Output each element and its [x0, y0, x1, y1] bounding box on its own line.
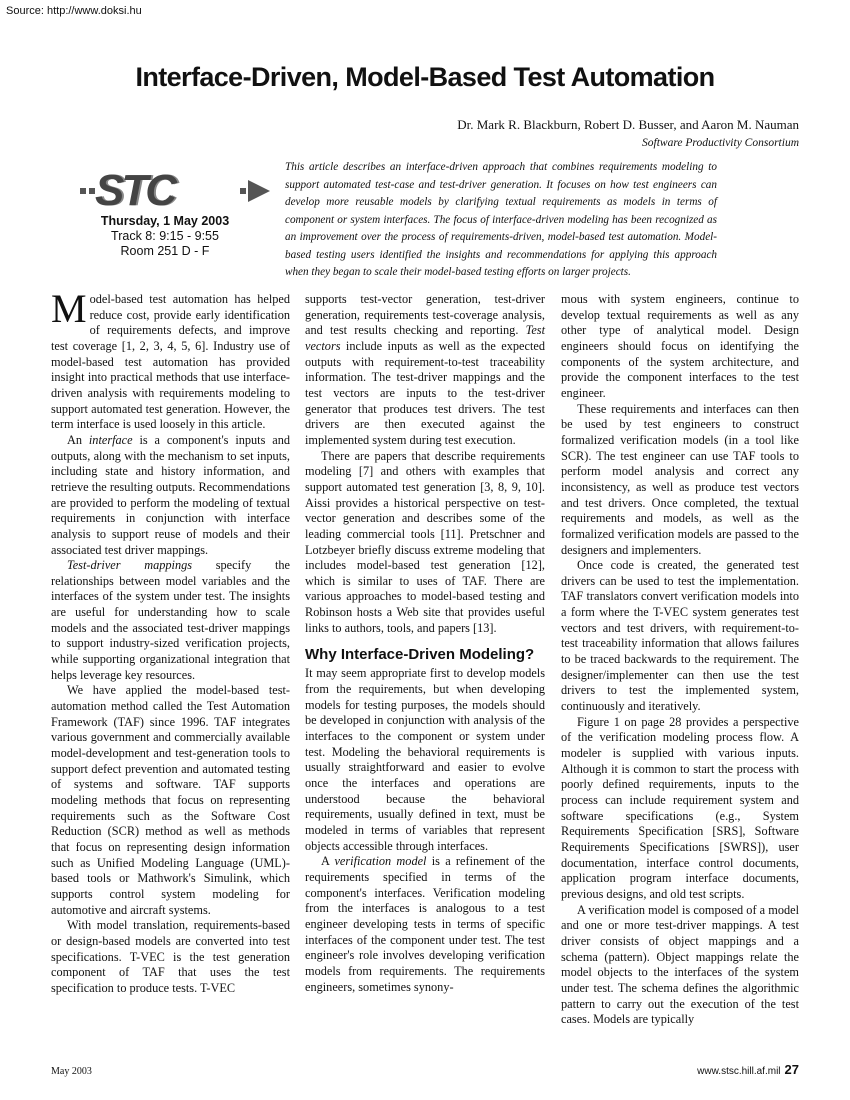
event-date: Thursday, 1 May 2003: [100, 214, 230, 228]
paragraph: Figure 1 on page 28 provides a perspective of the verification modeling process flow. A modeler is supplied with various inputs. Although it is common to start the process with poorly defined requirements, inputs to the process can include requirement system and software specifications (e.g., System Requirements Specification [SRS], Software Requirements Specifications [SWRS]), user documentation, interface control documents, application program interface documents, previous designs, and old test scripts.: [561, 714, 799, 901]
page-number: 27: [784, 1062, 799, 1077]
authors: Dr. Mark R. Blackburn, Robert D. Busser, and Aaron M. Nauman: [457, 117, 799, 132]
paragraph: Test-driver mappings specify the relationships between model variables and the interfaces of the system under test. The insights are useful for understanding how to scale models and the associated test-driver mappings to support industry-sized verification projects, while supporting organizational integration that helps leverage key resources.: [51, 558, 290, 682]
drop-cap: M: [51, 286, 87, 331]
paragraph: These requirements and interfaces can then be used by test engineers to construct formalized verification models (in a tool like SCR). The test engineer can use TAF tools to perform model analysis and correct any inconsistency, as well as produce test vectors and test drivers. Once completed, the textual requirements and models, as well as the formalized verification models are passed to the designers and implementers.: [561, 401, 799, 557]
footer-right: [697, 1062, 799, 1077]
paragraph: We have applied the model-based test-automation method called the Test Automation Framework (TAF) since 1996. TAF integrates various government and commercially available model-development and test-generation tools to support defect prevention and automated testing of systems and software. TAF supports modeling methods that focus on representing requirements such as the Software Cost Reduction (SCR) method as well as methods that focus on representing design information such as Unified Modeling Language (UML)-based tools or Mathwork's Simulink, which supports control system modeling for automotive and aircraft systems.: [51, 683, 290, 917]
organization: Software Productivity Consortium: [642, 137, 799, 149]
footer-url: www.stsc.hill.af.mil: [697, 1066, 781, 1077]
event-room: Room 251 D - F: [120, 244, 210, 258]
paragraph: mous with system engineers, continue to develop textual requirements as well as any other type of analytical model. Design engineers should focus on identifying the components of the system architecture, and provide the component interfaces to the test engineer.: [561, 292, 799, 400]
abstract: This article describes an interface-driven approach that combines requirements modeling to support automated test-case and test-driver generation. It focuses on how test engineers can develop more reusable models by clarifying textual requirements as models in terms of component or system interfaces. The focus of interface-driven modeling has been recognized as an improvement over the process of requirements-driven, model-based test automation. Model-based testing users identified the insights and recommendations for applying this approach when they began to scale their model-based testing efforts on larger projects.: [285, 161, 717, 278]
source-url: Source: http://www.doksi.hu: [6, 5, 142, 17]
paragraph: supports test-vector generation, test-driver generation, requirements test-coverage analysis, and test results checking and reporting. Test vectors include inputs as well as the expected outputs with requirement-to-test traceability information. The test-driver mappings and the test vectors are inputs to the test-driver generator that produces test drivers. The test drivers are then executed against the implemented system during test execution.: [305, 292, 545, 447]
paragraph: It may seem appropriate first to develop models from the requirements, but when developing models for testing purposes, the models should be developed in conjunction with analysis of the interfaces to the component or system under test. Modeling the behavioral requirements is usually straightforward and easier to evolve once the interfaces and operations are understood because the behavioral requirements, usually defined in text, must be modeled in terms of variables that represent objects accessible through interfaces.: [305, 666, 545, 853]
column-1: [51, 286, 290, 997]
event-track: Track 8: 9:15 - 9:55: [111, 229, 219, 243]
paragraph: A verification model is a refinement of the requirements specified in terms of the component's interfaces. Verification modeling from the interfaces is analogous to a test engineer developing tests in terms of specific interfaces of the component under test. The test engineer's role involves developing verification models from requirements. The requirements engineers, sometimes synony-: [305, 854, 545, 994]
column-2: [305, 292, 545, 995]
footer-date: May 2003: [51, 1066, 92, 1077]
paragraph: A verification model is composed of a model and one or more test-driver mappings. A test driver consists of object mappings and a schema (pattern). Object mappings relate the model objects to the interfaces of the system under test. The schema defines the algorithmic pattern to carry out the execution of the test cases. Models are typically: [561, 902, 799, 1027]
paragraph: An interface is a component's inputs and outputs, along with the mechanism to set inputs, including state and history information, and retrieve the resulting outputs. Recommendations are provided to perform the modeling of textual requirements in conjunction with interface analysis to support reuse of models and their associated test driver mappings.: [51, 432, 290, 557]
paragraph: With model translation, requirements-based or design-based models are converted into test specifications. T-VEC is the test generation component of TAF that uses the test specification to produce tests. T-VEC: [51, 918, 290, 995]
paragraph: Model-based test automation has helped reduce cost, provide early identification of requirements defects, and improve test coverage [1, 2, 3, 4, 5, 6]. Industry use of model-based test automation has provided insight into practical methods that use interface-driven analysis with requirements modeling to support automated test generation. However, the term interface is used loosely in this article.: [51, 286, 290, 432]
event-info: [60, 214, 270, 259]
paragraph: Once code is created, the generated test drivers can be used to test the implementation. TAF translators convert verification models into a form where the T-VEC system generates test vectors and test drivers, with requirement-to-test traceability information that allows failures to be traced backwards to the requirement. The designer/implementer can then use the test drivers to test the implemented system, continuously and iteratively.: [561, 558, 799, 714]
article-title: Interface-Driven, Model-Based Test Automation: [135, 62, 715, 92]
section-heading: Why Interface-Driven Modeling?: [305, 646, 535, 664]
stc-logo-text: STC: [95, 166, 174, 215]
column-3: [561, 292, 799, 1028]
paragraph: There are papers that describe requirements modeling [7] and others with examples that support automated test generation [3, 8, 9, 10]. Aissi provides a historical perspective on test-vector generation and describes some of the leading commercial tools [11]. Pretschner and Lotzbeyer briefly discuss extreme modeling that includes model-based test generation [12], which is similar to uses of TAF. There are various approaches to model-based testing and Robinson hosts a Web site that provides useful links to authors, tools, and papers [13].: [305, 448, 545, 635]
